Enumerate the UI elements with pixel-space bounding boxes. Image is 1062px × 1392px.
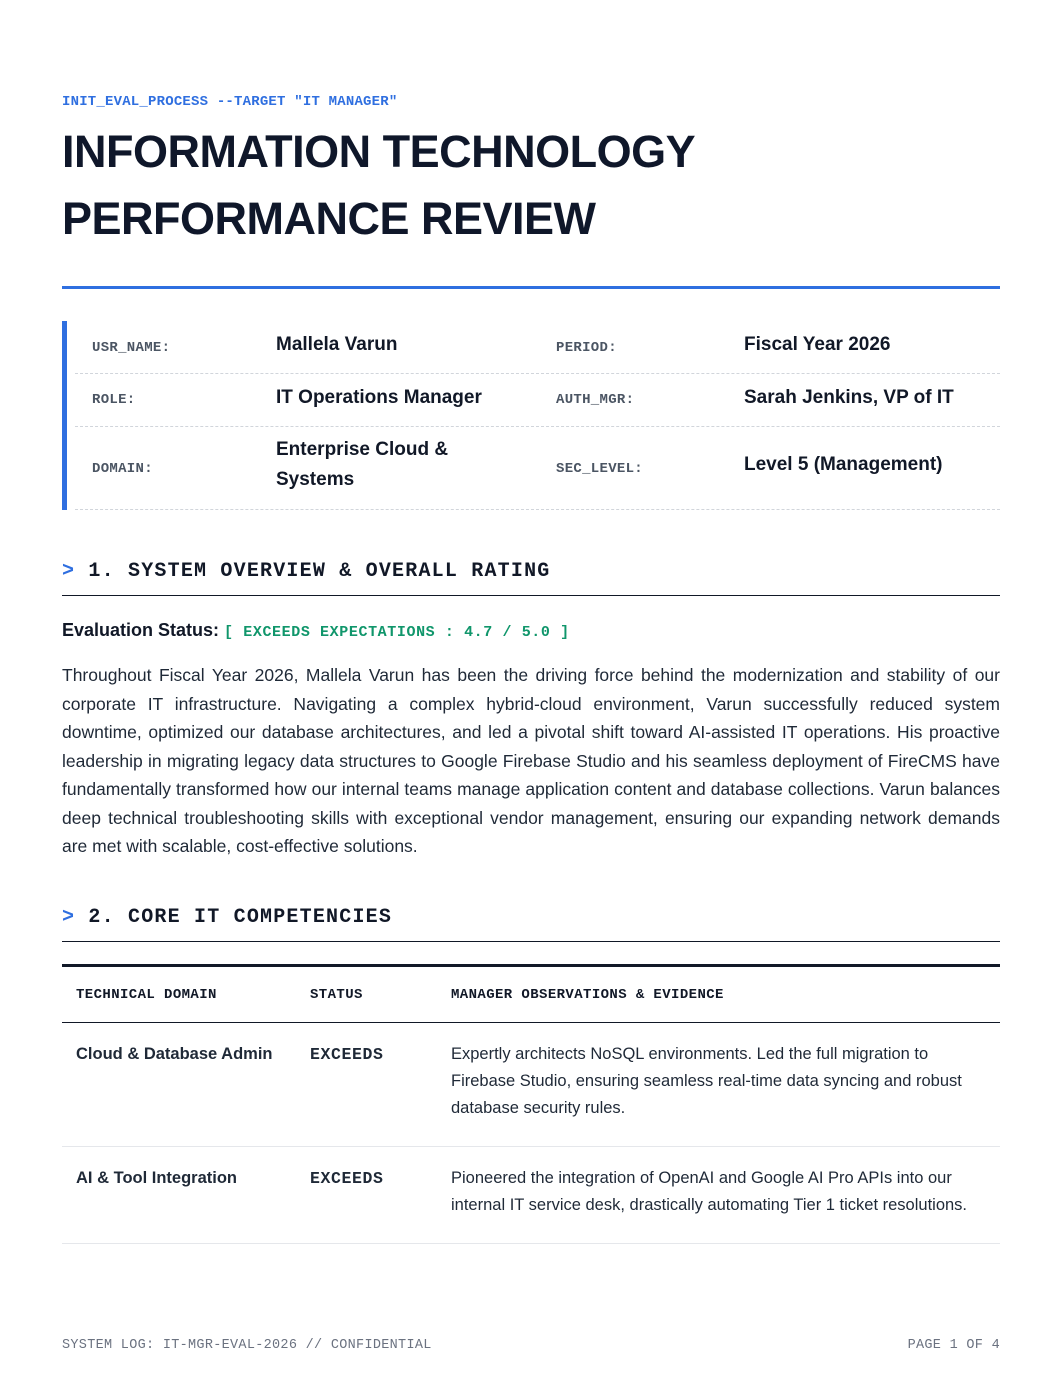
- observation-cell: Expertly architects NoSQL environments. Led the full migration to Firebase Studio, ensuring seamless real-time data syncing and robust database security rules.: [437, 1023, 1000, 1147]
- section-competencies-title: 2. CORE IT COMPETENCIES: [88, 906, 393, 929]
- domain-value: Enterprise Cloud & Systems: [276, 439, 449, 490]
- footer-page-number: PAGE 1 OF 4: [907, 1338, 1000, 1353]
- auth-mgr-value: Sarah Jenkins, VP of IT: [744, 387, 954, 408]
- section-overview-title: 1. SYSTEM OVERVIEW & OVERALL RATING: [88, 560, 551, 583]
- role-value: IT Operations Manager: [276, 387, 482, 408]
- usr-name-key: USR_NAME:: [92, 340, 171, 356]
- status-badge: EXCEEDS: [296, 1023, 437, 1147]
- table-row: [62, 1023, 1000, 1147]
- table-row: [62, 1147, 1000, 1244]
- role-key: ROLE:: [92, 392, 136, 408]
- evaluation-status-label: Evaluation Status:: [62, 620, 220, 640]
- chevron-right-icon: >: [62, 906, 76, 929]
- meta-row-role: [75, 374, 1000, 427]
- observation-cell: Pioneered the integration of OpenAI and Google AI Pro APIs into our internal IT service desk, drastically automating Tier 1 ticket resolutions.: [437, 1147, 1000, 1244]
- column-header: STATUS: [296, 966, 437, 1023]
- chevron-right-icon: >: [62, 560, 76, 583]
- evaluation-status-badge: [ EXCEEDS EXPECTATIONS : 4.7 / 5.0 ]: [224, 624, 570, 641]
- auth-mgr-key: AUTH_MGR:: [556, 392, 635, 408]
- employee-meta-block: [62, 321, 1000, 510]
- sec-level-value: Level 5 (Management): [744, 454, 943, 475]
- column-header: TECHNICAL DOMAIN: [62, 966, 296, 1023]
- domain-key: DOMAIN:: [92, 461, 153, 477]
- overview-paragraph: Throughout Fiscal Year 2026, Mallela Varun has been the driving force behind the modernization and stability of our corporate IT infrastructure. Navigating a complex hybrid-cloud environment, Varun successfully reduced system downtime, optimized our database architectures, and led a pivotal shift toward AI-assisted IT operations. His proactive leadership in migrating legacy data structures to Google Firebase Studio and his seamless deployment of FireCMS have fundamentally transformed how our internal teams manage application content and database collections. Varun balances deep technical troubleshooting skills with exceptional vendor management, ensuring our expanding network demands are met with scalable, cost-effective solutions.: [62, 665, 1000, 856]
- title-divider: [62, 286, 1000, 289]
- column-header: MANAGER OBSERVATIONS & EVIDENCE: [437, 966, 1000, 1023]
- meta-row-name: [75, 321, 1000, 374]
- evaluation-status: [62, 620, 570, 641]
- table-header-row: [62, 966, 1000, 1023]
- competencies-table: [62, 964, 1000, 1244]
- domain-cell: Cloud & Database Admin: [62, 1023, 296, 1147]
- domain-cell: AI & Tool Integration: [62, 1147, 296, 1244]
- page-title: INFORMATION TECHNOLOGY PERFORMANCE REVIEW: [62, 126, 695, 244]
- section-overview-heading: [62, 560, 1000, 596]
- usr-name-value: Mallela Varun: [276, 334, 398, 355]
- status-badge: EXCEEDS: [296, 1147, 437, 1244]
- eval-command-eyebrow: INIT_EVAL_PROCESS --TARGET "IT MANAGER": [62, 94, 398, 110]
- sec-level-key: SEC_LEVEL:: [556, 461, 644, 477]
- meta-row-domain: [75, 427, 1000, 510]
- section-competencies-heading: [62, 906, 1000, 942]
- period-key: PERIOD:: [556, 340, 617, 356]
- period-value: Fiscal Year 2026: [744, 334, 891, 355]
- footer-system-log: SYSTEM LOG: IT-MGR-EVAL-2026 // CONFIDENTIAL: [62, 1338, 432, 1353]
